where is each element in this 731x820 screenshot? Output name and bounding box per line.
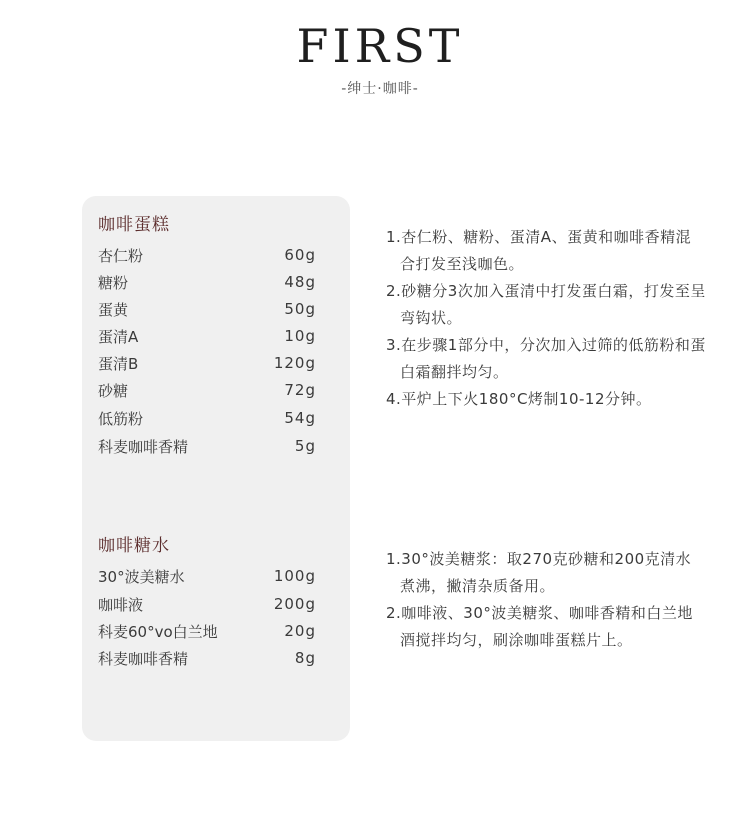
ingredient-name: 砂糖: [98, 381, 129, 400]
ingredient-amount: 50g: [284, 300, 316, 318]
brand-title: FIRST: [296, 19, 464, 73]
ingredient-amount: 8g: [294, 649, 316, 667]
ingredient-amount: 54g: [284, 409, 316, 427]
step-item: 2.砂糖分3次加入蛋清中打发蛋白霜，打发至呈弯钩状。: [386, 282, 706, 327]
ingredient-row: [98, 646, 316, 670]
ingredient-name: 杏仁粉: [98, 246, 144, 265]
step-item: 1.30°波美糖浆：取270克砂糖和200克清水煮沸，撇清杂质备用。: [386, 550, 692, 595]
ingredient-amount: 60g: [284, 246, 316, 264]
ingredient-row: [98, 270, 316, 294]
ingredient-name: 科麦60°vo白兰地: [98, 622, 218, 641]
ingredient-amount: 200g: [273, 595, 316, 613]
ingredient-amount: 10g: [284, 327, 316, 345]
ingredient-row: [98, 297, 316, 321]
ingredient-name: 蛋清B: [98, 354, 139, 373]
ingredient-name: 科麦咖啡香精: [98, 649, 189, 668]
ingredient-row: [98, 434, 316, 458]
ingredient-name: 糖粉: [98, 273, 129, 292]
ingredient-row: [98, 324, 316, 348]
ingredient-row: [98, 619, 316, 643]
ingredient-name: 咖啡液: [98, 595, 144, 614]
ingredient-name: 低筋粉: [98, 409, 144, 428]
ingredient-amount: 48g: [284, 273, 316, 291]
step-item: 3.在步骤1部分中，分次加入过筛的低筋粉和蛋白霜翻拌均匀。: [386, 336, 706, 381]
ingredient-amount: 120g: [273, 354, 316, 372]
ingredient-row: [98, 564, 316, 588]
ingredient-amount: 100g: [273, 567, 316, 585]
ingredient-row: [98, 592, 316, 616]
ingredient-row: [98, 243, 316, 267]
cake-section-title: 咖啡蛋糕: [98, 215, 170, 235]
ingredient-amount: 72g: [284, 381, 316, 399]
step-item: 2.咖啡液、30°波美糖浆、咖啡香精和白兰地酒搅拌均匀，刷涂咖啡蛋糕片上。: [386, 604, 693, 649]
ingredient-name: 科麦咖啡香精: [98, 437, 189, 456]
brand-subtitle: -绅士·咖啡-: [341, 81, 419, 97]
ingredient-name: 蛋黄: [98, 300, 129, 319]
ingredient-row: [98, 378, 316, 402]
ingredients-card: [82, 196, 350, 741]
step-item: 4.平炉上下火180°C烤制10-12分钟。: [386, 390, 652, 408]
ingredient-amount: 5g: [294, 437, 316, 455]
ingredient-amount: 20g: [284, 622, 316, 640]
ingredient-name: 蛋清A: [98, 327, 139, 346]
cake-steps: [386, 224, 706, 413]
step-item: 1.杏仁粉、糖粉、蛋清A、蛋黄和咖啡香精混合打发至浅咖色。: [386, 228, 692, 273]
syrup-steps: [386, 546, 706, 654]
syrup-section-title: 咖啡糖水: [98, 536, 170, 556]
ingredient-row: [98, 351, 316, 375]
ingredient-row: [98, 406, 316, 430]
ingredient-name: 30°波美糖水: [98, 567, 185, 586]
brand-header: [0, 18, 731, 98]
